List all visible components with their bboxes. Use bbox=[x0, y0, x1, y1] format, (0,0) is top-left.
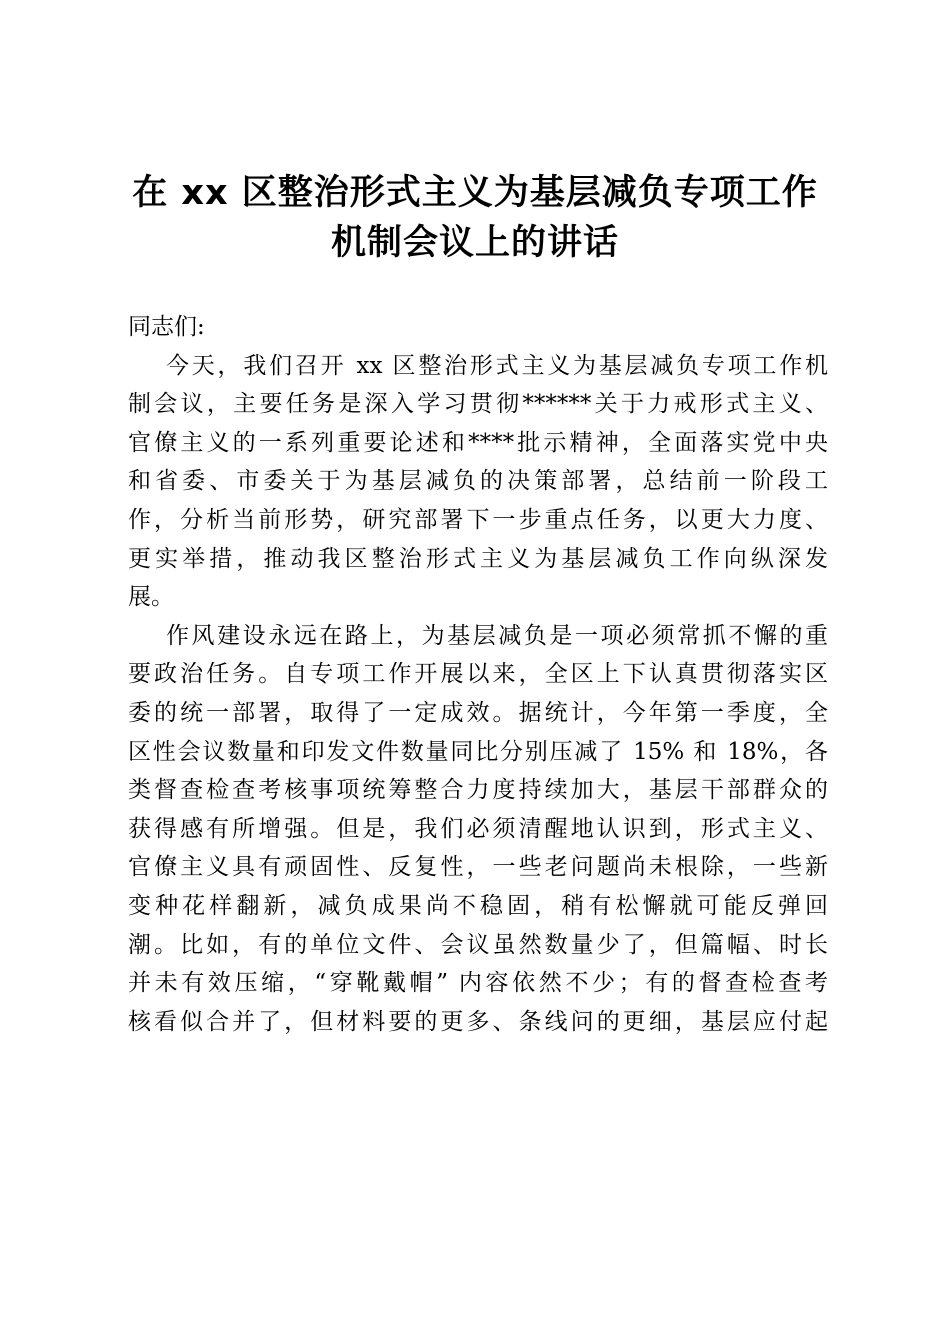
text-line: 展。 bbox=[128, 584, 174, 611]
text-line: 类督查检查考核事项统筹整合力度持续加大，基层干部群众的 bbox=[128, 777, 828, 804]
text-line: 核看似合并了，但材料要的更多、条线问的更细，基层应付起 bbox=[128, 1008, 828, 1035]
text-line: 作风建设永远在路上，为基层减负是一项必须常抓不懈的重 bbox=[166, 622, 828, 649]
title-line: 机制会议上的讲话 bbox=[330, 223, 619, 263]
document-body bbox=[128, 308, 828, 1041]
text-line: 作，分析当前形势，研究部署下一步重点任务，以更大力度、 bbox=[128, 506, 828, 533]
paragraph-progress bbox=[128, 617, 828, 1042]
text-line: 今天，我们召开 xx 区整治形式主义为基层减负专项工作机 bbox=[166, 352, 828, 379]
text-line: 官僚主义的一系列重要论述和****批示精神，全面落实党中央 bbox=[128, 429, 828, 456]
text-line: 潮。比如，有的单位文件、会议虽然数量少了，但篇幅、时长 bbox=[128, 931, 828, 958]
text-line: 并未有效压缩，“穿靴戴帽” 内容依然不少；有的督查检查考 bbox=[128, 970, 828, 997]
text-line: 区性会议数量和印发文件数量同比分别压减了 15% 和 18%，各 bbox=[128, 738, 828, 765]
text-line: 委的统一部署，取得了一定成效。据统计，今年第一季度，全 bbox=[128, 699, 828, 726]
document-title bbox=[100, 168, 850, 268]
text-line: 获得感有所增强。但是，我们必须清醒地认识到，形式主义、 bbox=[128, 815, 828, 842]
text-line: 和省委、市委关于为基层减负的决策部署，总结前一阶段工 bbox=[128, 468, 828, 495]
paragraph-intro bbox=[128, 347, 828, 617]
text-line: 制会议，主要任务是深入学习贯彻******关于力戒形式主义、 bbox=[128, 391, 828, 418]
text-line: 更实举措，推动我区整治形式主义为基层减负工作向纵深发 bbox=[128, 545, 828, 572]
salutation: 同志们: bbox=[128, 314, 205, 340]
text-line: 变种花样翻新，减负成果尚不稳固，稍有松懈就可能反弹回 bbox=[128, 892, 828, 919]
title-line: 在 xx 区整治形式主义为基层减负专项工作 bbox=[132, 173, 818, 213]
text-line: 要政治任务。自专项工作开展以来，全区上下认真贯彻落实区 bbox=[128, 661, 828, 688]
text-line: 官僚主义具有顽固性、反复性，一些老问题尚未根除，一些新 bbox=[128, 854, 828, 881]
